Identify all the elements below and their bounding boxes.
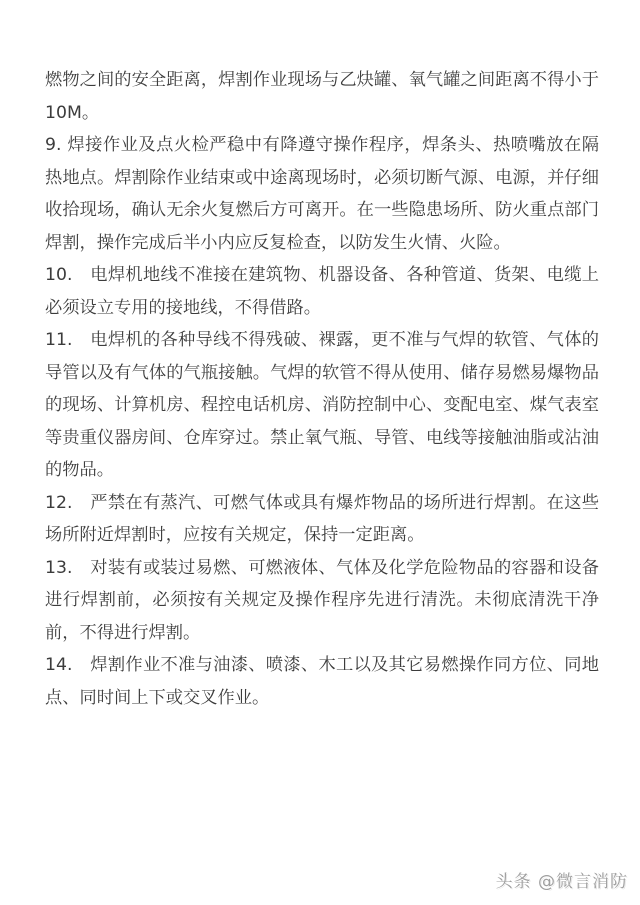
paragraph-item-14: 14. 焊割作业不准与油漆、喷漆、木工以及其它易燃操作同方位、同地点、同时间上下或交叉作业。 xyxy=(45,655,599,708)
document-body xyxy=(45,64,599,714)
watermark-toutiao: 头条 @微言消防 xyxy=(495,872,628,892)
paragraph-item-13: 13. 对装有或装过易燃、可燃液体、气体及化学危险物品的容器和设备进行焊割前，必须按有关规定及操作程序先进行清洗。未彻底清洗干净前，不得进行焊割。 xyxy=(45,557,599,643)
paragraph-continuation: 燃物之间的安全距离，焊割作业现场与乙炔罐、氧气罐之间距离不得小于10M。 xyxy=(45,70,599,123)
paragraph-item-12: 12. 严禁在有蒸汽、可燃气体或具有爆炸物品的场所进行焊割。在这些场所附近焊割时，应按有关规定，保持一定距离。 xyxy=(45,492,599,545)
paragraph-item-9: 9. 焊接作业及点火检严稳中有降遵守操作程序，焊条头、热喷嘴放在隔热地点。焊割除作业结束或中途离现场时，必须切断气源、电源，并仔细收拾现场，确认无余火复燃后方可离开。在一些隐患场所、防火重点部门焊割，操作完成后半小内应反复检查，以防发生火情、火险。 xyxy=(45,135,599,253)
paragraph-item-10: 10. 电焊机地线不准接在建筑物、机器设备、各种管道、货架、电缆上必须设立专用的接地线，不得借路。 xyxy=(45,265,599,318)
paragraph-item-11: 11. 电焊机的各种导线不得残破、裸露，更不准与气焊的软管、气体的导管以及有气体的气瓶接触。气焊的软管不得从使用、储存易燃易爆物品的现场、计算机房、程控电话机房、消防控制中心、变配电室、煤气表室等贵重仪器房间、仓库穿过。禁止氧气瓶、导管、电线等接触油脂或沾油的物品。 xyxy=(45,330,599,480)
